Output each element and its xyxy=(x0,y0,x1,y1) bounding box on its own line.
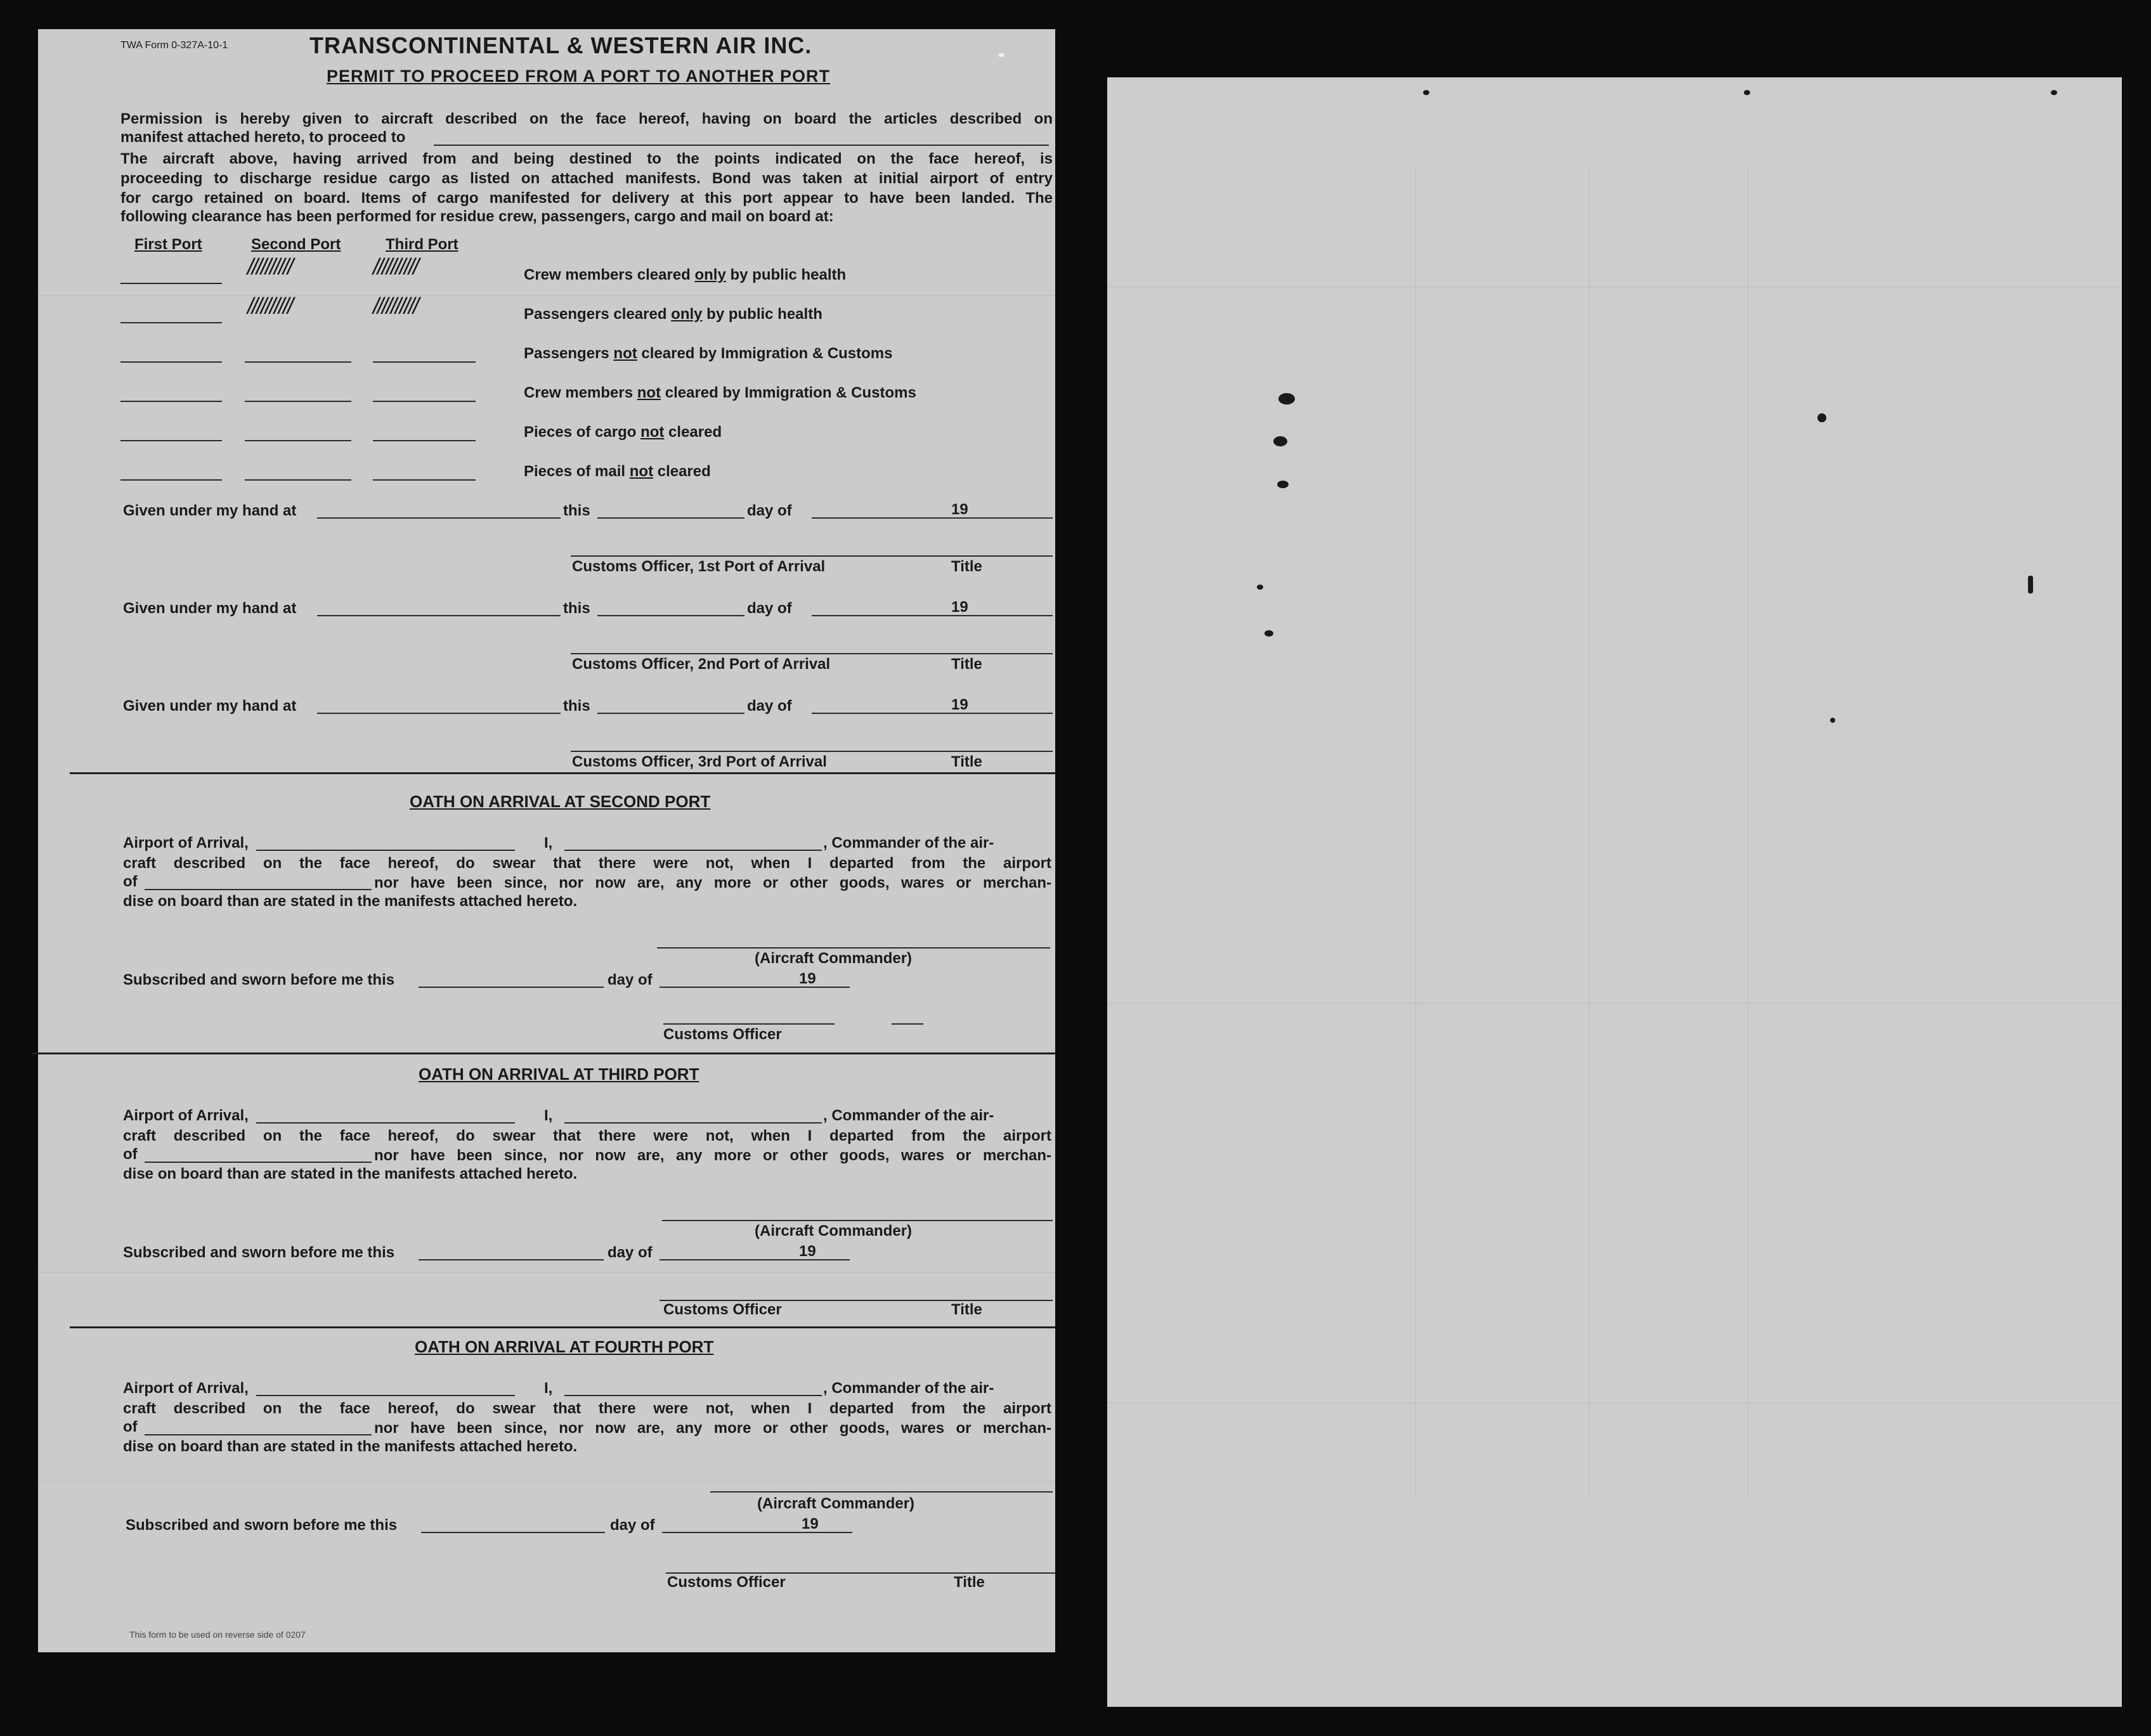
oath-line: craft described on the face hereof, do swear that there were not, when I departed from the airport xyxy=(123,855,1051,872)
blank-line xyxy=(419,987,604,988)
year-prefix: 19 xyxy=(799,1243,816,1260)
hatch-marks: ////////// xyxy=(373,254,418,280)
ink-speck xyxy=(1817,413,1826,422)
hatch-marks: ////////// xyxy=(247,254,292,280)
blank-line xyxy=(564,850,822,851)
ink-speck xyxy=(1830,718,1835,723)
blank-line xyxy=(120,361,222,363)
officer-caption: Customs Officer, 2nd Port of Arrival xyxy=(572,656,831,673)
oath-line: craft described on the face hereof, do swear that there were not, when I departed from the airport xyxy=(123,1400,1051,1417)
blank-line xyxy=(120,283,222,284)
blank-line xyxy=(812,517,1053,519)
company-name: TRANSCONTINENTAL & WESTERN AIR INC. xyxy=(309,32,812,58)
blank-line xyxy=(373,401,476,402)
signature-line xyxy=(571,555,1053,557)
day-of-label: day of xyxy=(747,697,792,715)
title-caption: Title xyxy=(951,753,982,770)
blank-line xyxy=(145,889,372,890)
form-title: PERMIT TO PROCEED FROM A PORT TO ANOTHER PORT xyxy=(327,67,831,86)
ink-speck xyxy=(1264,630,1273,637)
signature-line xyxy=(571,751,1053,752)
year-prefix: 19 xyxy=(951,696,968,713)
blank-line xyxy=(120,479,222,481)
oath-heading: OATH ON ARRIVAL AT FOURTH PORT xyxy=(415,1337,714,1356)
blank-line xyxy=(662,1532,852,1533)
blank-line xyxy=(421,1532,605,1533)
year-prefix: 19 xyxy=(799,970,816,987)
section-divider xyxy=(70,1326,1055,1328)
year-prefix: 19 xyxy=(802,1515,819,1532)
header-second-port: Second Port xyxy=(251,236,341,253)
officer-caption: Customs Officer xyxy=(663,1026,782,1043)
bleed-through-line xyxy=(38,295,1055,296)
commander-caption: (Aircraft Commander) xyxy=(755,1222,913,1240)
ink-speck xyxy=(1423,90,1429,95)
ink-speck xyxy=(1277,481,1289,488)
blank-line xyxy=(317,713,561,714)
ink-speck xyxy=(1278,393,1295,405)
day-of-label: day of xyxy=(610,1517,655,1534)
this-label: this xyxy=(563,697,590,715)
title-caption: Title xyxy=(951,558,982,575)
this-label: this xyxy=(563,600,590,617)
given-label: Given under my hand at xyxy=(123,697,297,715)
form-number: TWA Form 0-327A-10-1 xyxy=(120,40,228,51)
blank-line xyxy=(373,361,476,363)
signature-line xyxy=(892,1023,923,1025)
blank-line xyxy=(564,1122,822,1124)
ink-speck xyxy=(1257,585,1263,590)
sworn-label: Subscribed and sworn before me this xyxy=(123,1244,395,1261)
oath-commander-text: , Commander of the air- xyxy=(823,834,994,852)
officer-caption: Customs Officer xyxy=(663,1301,782,1318)
blank-line xyxy=(564,1395,822,1396)
blank-line xyxy=(120,440,222,441)
blank-line xyxy=(245,361,351,363)
given-label: Given under my hand at xyxy=(123,502,297,519)
blank-line xyxy=(317,517,561,519)
blank-line xyxy=(120,322,222,323)
intro-line: The aircraft above, having arrived from and being destined to the points indicated on the face hereof, is xyxy=(120,150,1053,167)
signature-line xyxy=(710,1491,1053,1493)
ink-speck xyxy=(1273,436,1287,446)
oath-of-label: of xyxy=(123,1418,138,1435)
day-of-label: day of xyxy=(747,600,792,617)
oath-i-label: I, xyxy=(544,1107,553,1124)
bleed-through-line xyxy=(1107,1402,2122,1403)
sworn-label: Subscribed and sworn before me this xyxy=(123,971,395,988)
oath-commander-text: , Commander of the air- xyxy=(823,1380,994,1397)
signature-line xyxy=(662,1220,1053,1221)
oath-commander-text: , Commander of the air- xyxy=(823,1107,994,1124)
blank-line xyxy=(660,1259,850,1260)
day-of-label: day of xyxy=(747,502,792,519)
clearance-label: Passengers not cleared by Immigration & Customs xyxy=(524,345,893,362)
oath-line: dise on board than are stated in the manifests attached hereto. xyxy=(123,1438,578,1455)
blank-line xyxy=(245,401,351,402)
intro-line: for cargo retained on board. Items of cargo manifested for delivery at this port appear to have been landed. The xyxy=(120,190,1053,207)
year-prefix: 19 xyxy=(951,501,968,518)
clearance-label: Pieces of mail not cleared xyxy=(524,463,711,480)
oath-line: nor have been since, nor now are, any more or other goods, wares or merchan- xyxy=(374,1420,1051,1437)
blank-line xyxy=(812,615,1053,616)
oath-i-label: I, xyxy=(544,834,553,852)
intro-line: manifest attached hereto, to proceed to xyxy=(120,129,406,146)
destination-line xyxy=(434,145,1049,146)
blank-line xyxy=(597,615,744,616)
blank-line xyxy=(245,479,351,481)
blank-line xyxy=(317,615,561,616)
blank-line xyxy=(812,713,1053,714)
this-label: this xyxy=(563,502,590,519)
blank-line xyxy=(660,987,850,988)
oath-of-label: of xyxy=(123,1146,138,1163)
oath-airport-label: Airport of Arrival, xyxy=(123,1380,249,1397)
blank-reverse-page xyxy=(1107,77,2122,1707)
hatch-marks: ////////// xyxy=(373,293,418,319)
blank-line xyxy=(120,401,222,402)
title-caption: Title xyxy=(951,656,982,673)
blank-line xyxy=(256,850,515,851)
bleed-through-line xyxy=(1589,166,1590,1498)
oath-line: nor have been since, nor now are, any more or other goods, wares or merchan- xyxy=(374,874,1051,891)
intro-line: proceeding to discharge residue cargo as listed on attached manifests. Bond was taken at initial airport of entry xyxy=(120,170,1053,187)
oath-heading: OATH ON ARRIVAL AT THIRD PORT xyxy=(419,1065,699,1084)
blank-line xyxy=(597,517,744,519)
oath-line: dise on board than are stated in the manifests attached hereto. xyxy=(123,893,578,910)
blank-line xyxy=(373,479,476,481)
blank-line xyxy=(419,1259,604,1260)
ink-speck xyxy=(1744,90,1750,95)
blank-line xyxy=(145,1434,372,1435)
day-of-label: day of xyxy=(608,1244,653,1261)
bleed-through-line xyxy=(1415,166,1416,1498)
blank-line xyxy=(245,440,351,441)
oath-airport-label: Airport of Arrival, xyxy=(123,1107,249,1124)
oath-heading: OATH ON ARRIVAL AT SECOND PORT xyxy=(410,792,711,811)
year-prefix: 19 xyxy=(951,599,968,616)
oath-airport-label: Airport of Arrival, xyxy=(123,834,249,852)
title-caption: Title xyxy=(951,1301,982,1318)
section-divider xyxy=(32,1053,1055,1054)
clearance-label: Crew members not cleared by Immigration & Customs xyxy=(524,384,916,401)
permit-form-page xyxy=(38,29,1055,1652)
section-divider xyxy=(70,772,1055,774)
signature-line xyxy=(571,653,1053,654)
header-first-port: First Port xyxy=(134,236,202,253)
dust-speck xyxy=(998,53,1004,57)
ink-speck xyxy=(2028,576,2033,593)
sworn-label: Subscribed and sworn before me this xyxy=(126,1517,398,1534)
ink-speck xyxy=(2051,90,2057,95)
blank-line xyxy=(145,1162,372,1163)
officer-caption: Customs Officer xyxy=(667,1574,786,1591)
officer-caption: Customs Officer, 3rd Port of Arrival xyxy=(572,753,827,770)
blank-line xyxy=(597,713,744,714)
oath-of-label: of xyxy=(123,873,138,890)
oath-line: nor have been since, nor now are, any more or other goods, wares or merchan- xyxy=(374,1147,1051,1164)
oath-line: craft described on the face hereof, do swear that there were not, when I departed from the airport xyxy=(123,1127,1051,1144)
oath-i-label: I, xyxy=(544,1380,553,1397)
clearance-label: Passengers cleared only by public health xyxy=(524,306,822,323)
commander-caption: (Aircraft Commander) xyxy=(757,1495,915,1512)
bleed-through-line xyxy=(38,1481,1055,1482)
intro-line: Permission is hereby given to aircraft described on the face hereof, having on board the articles described on xyxy=(120,110,1053,127)
blank-line xyxy=(256,1395,515,1396)
signature-line xyxy=(663,1023,835,1025)
commander-caption: (Aircraft Commander) xyxy=(755,950,913,967)
officer-caption: Customs Officer, 1st Port of Arrival xyxy=(572,558,826,575)
given-label: Given under my hand at xyxy=(123,600,297,617)
signature-line xyxy=(657,947,1050,949)
footer-note: This form to be used on reverse side of 0207 xyxy=(129,1629,306,1640)
blank-line xyxy=(373,440,476,441)
clearance-label: Crew members cleared only by public health xyxy=(524,266,847,283)
bleed-through-line xyxy=(38,1272,1055,1273)
title-caption: Title xyxy=(954,1574,985,1591)
oath-line: dise on board than are stated in the manifests attached hereto. xyxy=(123,1165,578,1182)
blank-line xyxy=(256,1122,515,1124)
hatch-marks: ////////// xyxy=(247,293,292,319)
day-of-label: day of xyxy=(608,971,653,988)
bleed-through-line xyxy=(1107,1003,2122,1004)
clearance-label: Pieces of cargo not cleared xyxy=(524,424,722,441)
header-third-port: Third Port xyxy=(386,236,458,253)
intro-line: following clearance has been performed for residue crew, passengers, cargo and mail on board at: xyxy=(120,208,834,225)
